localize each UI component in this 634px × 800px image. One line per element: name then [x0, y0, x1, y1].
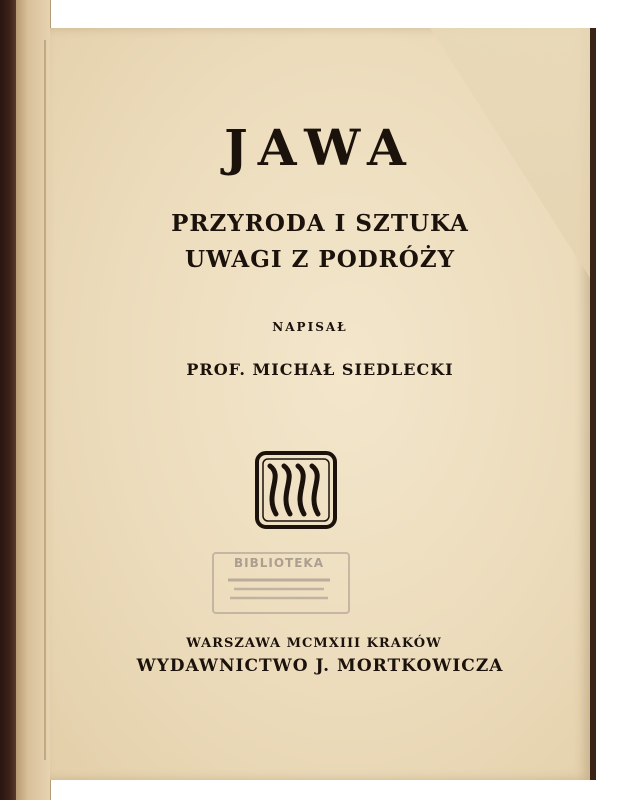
publisher-name: WYDAWNICTWO J. MORTKOWICZA — [136, 656, 504, 676]
byline-label: NAPISAŁ — [272, 320, 348, 334]
publisher-place-date: WARSZAWA MCMXIII KRAKÓW — [186, 636, 442, 651]
author-name: PROF. MICHAŁ SIEDLECKI — [186, 360, 454, 379]
book-title: JAWA — [224, 118, 416, 177]
page-right-edge — [590, 28, 596, 780]
subtitle-line-1: PRZYRODA I SZTUKA — [171, 210, 469, 237]
library-stamp-text: BIBLIOTEKA — [233, 556, 325, 570]
book-cover-edge — [0, 0, 16, 800]
subtitle-line-2: UWAGI Z PODRÓŻY — [184, 246, 456, 273]
gutter-crease — [44, 40, 46, 760]
stamp-illegible-lines — [222, 576, 336, 604]
publisher-emblem-icon — [254, 450, 338, 530]
